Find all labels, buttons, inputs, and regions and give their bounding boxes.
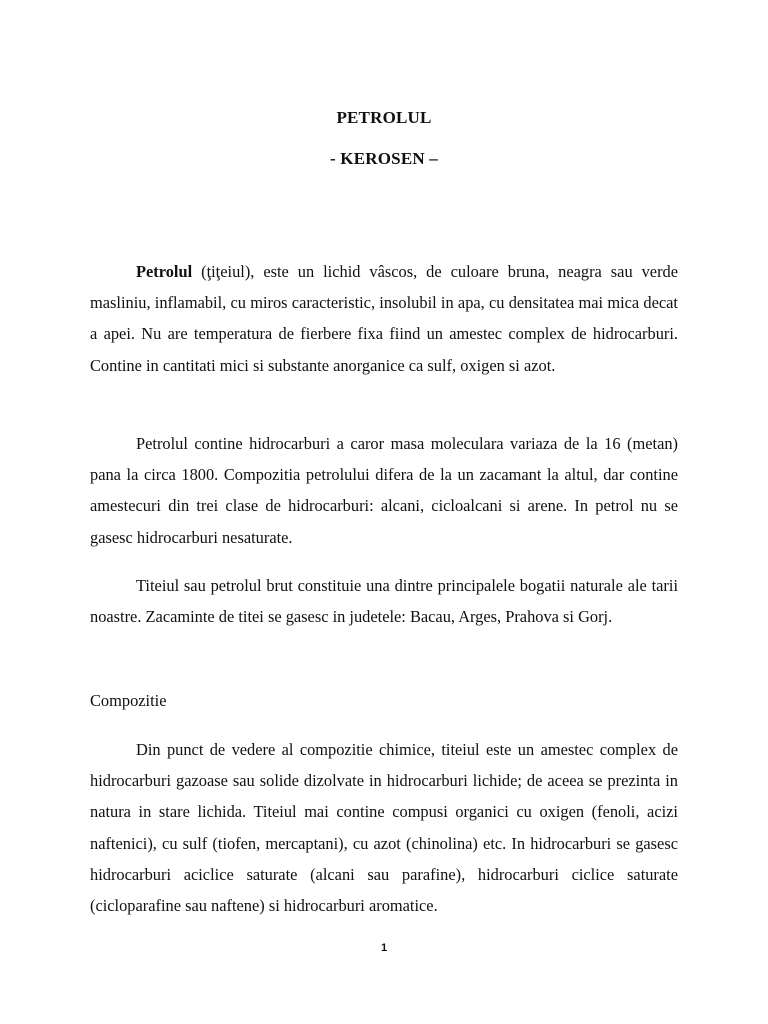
paragraph-composition: Din punct de vedere al compozitie chimice, titeiul este un amestec complex de hidrocarburi gazoase sau solide dizolvate in hidrocarburi lichide; de aceea se prezinta in natura in stare lichida. Titeiul mai contine compusi organici cu oxigen (fenoli, acizi naftenici), cu sulf (tiofen, mercaptani), cu azot (chinolina) etc. In hidrocarburi se gasesc hidrocarburi aciclice saturate (alcani sau parafine), hidrocarburi ciclice saturate (cicloparafine sau naftene) si hidrocarburi aromatice. — [90, 740, 678, 916]
paragraph-natural-resources: Titeiul sau petrolul brut constituie una dintre principalele bogatii naturale ale tarii noastre. Zacaminte de titei se gasesc in judetele: Bacau, Arges, Prahova si Gorj. — [90, 576, 678, 627]
paragraph-hydrocarbons: Petrolul contine hidrocarburi a caror masa moleculara variaza de la 16 (metan) pana la circa 1800. Compozitia petrolului difera de la un zacamant la altul, dar contine amestecuri din trei clase de hidrocarburi: alcani, cicloalcani si arene. In petrol nu se gasesc hidrocarburi nesaturate. — [90, 434, 678, 547]
page-number: 1 — [380, 942, 388, 954]
paragraph-1-text: (ţiţeiul), este un lichid vâscos, de culoare bruna, neagra sau verde masliniu, inflamabil, cu miros caracteristic, insolubil in apa, cu densitatea mai mica decat a apei. Nu are temperatura de fierbere fixa fiind un amestec complex de hidrocarburi. Contine in cantitati mici si substante anorganice ca sulf, oxigen si azot. — [90, 262, 678, 375]
document-subtitle: - KEROSEN – — [330, 149, 438, 168]
document-title: PETROLUL — [336, 108, 432, 127]
paragraph-petrolul-definition — [90, 256, 678, 381]
bold-term-petrolul: Petrolul — [136, 262, 193, 281]
section-heading-compozitie: Compozitie — [90, 691, 167, 710]
